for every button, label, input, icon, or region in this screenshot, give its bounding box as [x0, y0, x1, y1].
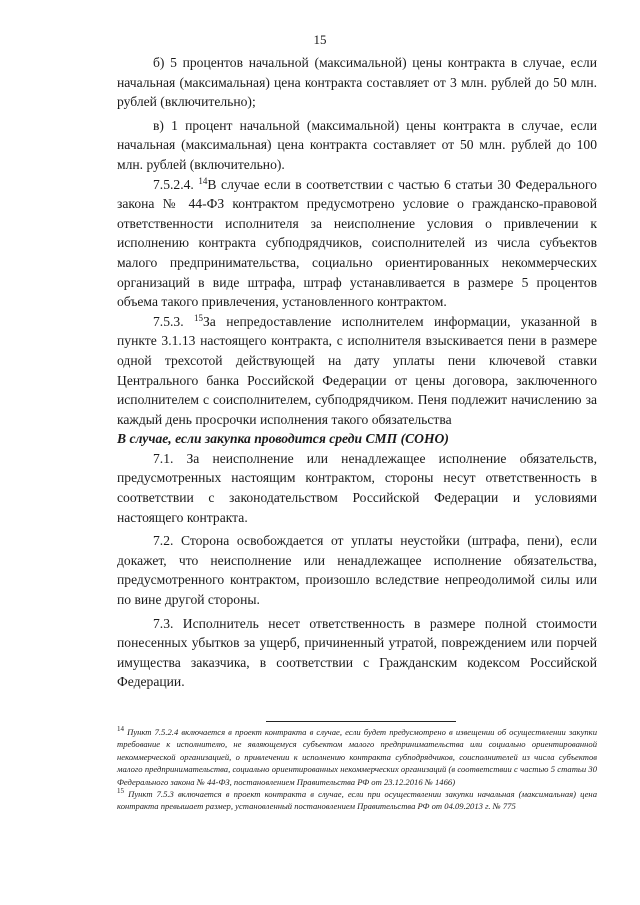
footnote-15 [117, 788, 597, 813]
clause-7-2: 7.2. Сторона освобождается от уплаты неустойки (штрафа, пени), если докажет, что неисполнение или ненадлежащее исполнение обязательства, предусмотренного контрактом, произошло вследствие непреодолимой силы или по вине другой стороны. [117, 533, 597, 608]
footnotes [117, 726, 597, 813]
footnote-text: Пункт 7.5.2.4 включается в проект контракта в случае, если будет предусмотрено в извещении об осуществлении закупки требование к исполнителю, не являющемуся субъектом малого предпринимательства или социально ориентированной некоммерческой организацией, о привлечении к исполнению контракта субподрядчиков, соисполнителей из числа субъектов малого предпринимательства, социально ориентированных некоммерческих организаций (в соответствии с частью 5 статьи 30 Федерального закона № 44-ФЗ, постановлением Правительства РФ от 23.12.2016 № 1466) [117, 727, 597, 787]
footnote-ref-14: 14 [198, 175, 208, 186]
clause-7-3: 7.3. Исполнитель несет ответственность в размере полной стоимости понесенных убытков за ущерб, причиненный утратой, повреждением или порчей имущества заказчика, в соответствии с Гражданским кодексом Российской Федерации. [117, 615, 597, 690]
clause-text: За непредоставление исполнителем информации, указанной в пункте 3.1.13 настоящего контракта, с исполнителя взыскивается пени в размере одной трехсотой действующей на дату уплаты пени ключевой ставки Центрального банка Российской Федерации от цены договора, заключенного исполнителем с соисполнителем, субподрядчиком. Пеня подлежит начислению за каждый день просрочки исполнения такого обязательства [117, 313, 597, 427]
footnote-mark: 14 [117, 725, 124, 733]
paragraph-b: б) 5 процентов начальной (максимальной) цены контракта в случае, если начальная (максимальная) цена контракта составляет от 3 млн. рублей до 50 млн. рублей (включительно); [117, 55, 597, 110]
clause-number: 7.5.2.4. [153, 176, 194, 192]
footnote-14 [117, 726, 597, 788]
paragraph-v: в) 1 процент начальной (максимальной) цены контракта в случае, если начальная (максимальная) цена контракта составляет от 50 млн. рублей до 100 млн. рублей (включительно). [117, 117, 597, 172]
footnote-text: Пункт 7.5.3 включается в проект контракта в случае, если при осуществлении закупки начальная (максимальная) цена контракта превышает размер, установленный постановлением Правительства РФ от 04.09.2013 г. № 775 [117, 789, 597, 812]
footnote-mark: 15 [117, 787, 124, 796]
footnote-separator [266, 721, 456, 722]
clause-7-1: 7.1. За неисполнение или ненадлежащее исполнение обязательств, предусмотренных настоящим контрактом, стороны несут ответственность в соответствии с законодательством Российской Федерации и условиями настоящего контракта. [117, 450, 597, 525]
page-number: 15 [313, 32, 327, 47]
clause-7-5-3 [117, 312, 597, 430]
document-body [117, 53, 597, 692]
section-heading: В случае, если закупка проводится среди СМП (СОНО) [117, 431, 449, 447]
clause-number: 7.5.3. [153, 313, 184, 329]
clause-7-5-2-4 [117, 175, 597, 312]
footnote-ref-15: 15 [193, 312, 203, 323]
clause-text: В случае если в соответствии с частью 6 статьи 30 Федерального закона № 44-ФЗ контрактом предусмотрено условие о гражданско-правовой ответственности исполнителя за неисполнение условия о привлечении к исполнению контракта субподрядчиков, соисполнителей из числа субъектов малого предпринимательства, социально ориентированных некоммерческих организаций в виде штрафа, штраф устанавливается в размере 5 процентов объема такого привлечения, установленного контрактом. [117, 176, 597, 310]
